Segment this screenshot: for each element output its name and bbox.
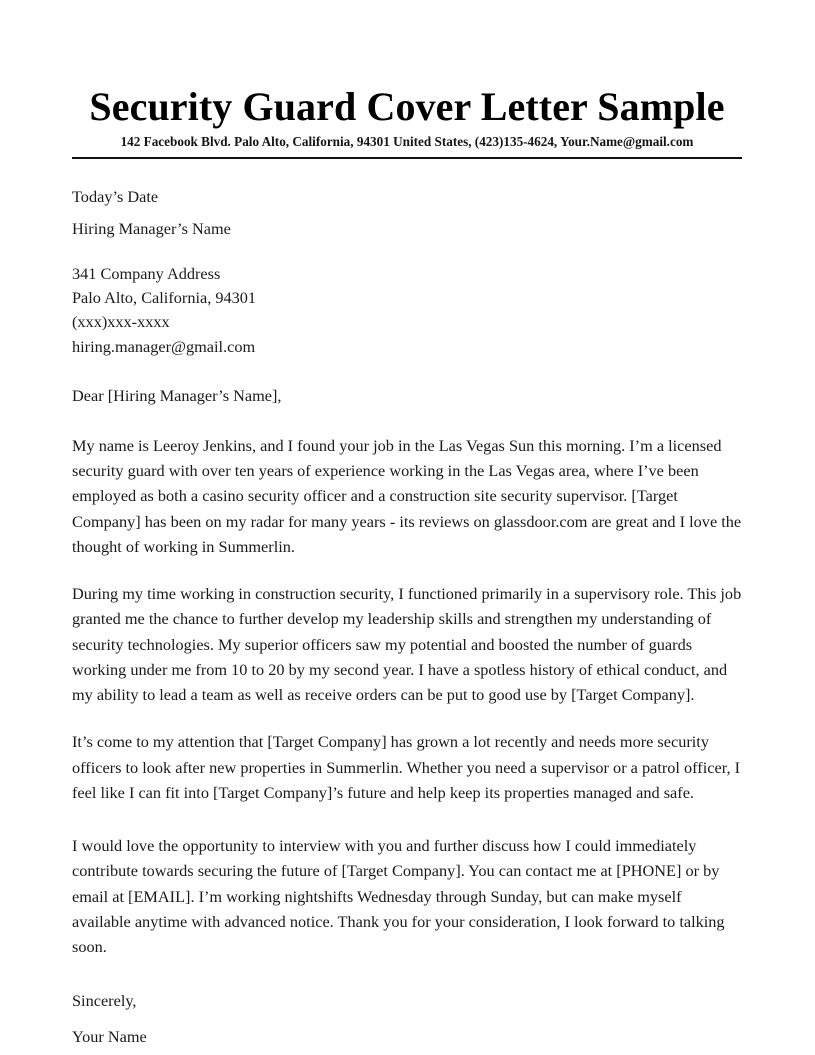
closing-salutation: Sincerely,	[72, 991, 137, 1011]
salutation: Dear [Hiring Manager’s Name],	[72, 385, 282, 405]
company-street: 341 Company Address	[72, 264, 221, 284]
body-paragraph-3: It’s come to my attention that [Target Company] has grown a lot recently and needs more security officers to look after new properties in Summerlin. Whether you need a supervisor or a patrol officer, I feel like I can fit into [Target Company]’s future and help keep its properties managed and safe.	[72, 732, 741, 802]
letterhead-divider	[72, 157, 742, 159]
signature-name: Your Name	[72, 1026, 147, 1046]
body-paragraph-1: My name is Leeroy Jenkins, and I found your job in the Las Vegas Sun this morning. I’m a licensed security guard with over ten years of experience working in the Las Vegas area, where I’ve been employed as both a casino security officer and a construction site security supervisor. [Target Company] has been on my radar for many years - its reviews on glassdoor.com are great and I love the thought of working in Summerlin.	[72, 435, 742, 556]
company-city-state-zip: Palo Alto, California, 94301	[72, 288, 257, 308]
body-paragraph-4: I would love the opportunity to interview with you and further discuss how I could immediately contribute towards securing the future of [Target Company]. You can contact me at [PHONE] or by email at [EMAIL]. I’m working nightshifts Wednesday through Sunday, but can make myself available anytime with advanced notice. Thank you for your consideration, I look forward to talking soon.	[72, 836, 725, 957]
closing-block	[72, 989, 742, 1047]
company-phone: (xxx)xxx-xxxx	[72, 312, 170, 332]
recipient-heading-block	[72, 185, 742, 240]
letterhead-contact-line: 142 Facebook Blvd. Palo Alto, California, 94301 United States, (423)135-4624, Your.Name@gmail.com	[120, 134, 694, 150]
date-line: Today’s Date	[72, 186, 159, 206]
company-address-block	[72, 262, 742, 358]
page-title: Security Guard Cover Letter Sample	[89, 84, 725, 129]
cover-letter	[72, 0, 742, 1048]
letterhead	[72, 0, 742, 159]
recipient-name: Hiring Manager’s Name	[72, 219, 231, 239]
body-paragraph-2: During my time working in construction security, I functioned primarily in a supervisory role. This job granted me the chance to further develop my leadership skills and strengthen my understanding of security technologies. My superior officers saw my potential and boosted the number of guards working under me from 10 to 20 by my second year. I have a spotless history of ethical conduct, and my ability to lead a team as well as receive orders can be put to good use by [Target Company].	[72, 584, 742, 705]
company-email: hiring.manager@gmail.com	[72, 336, 256, 356]
